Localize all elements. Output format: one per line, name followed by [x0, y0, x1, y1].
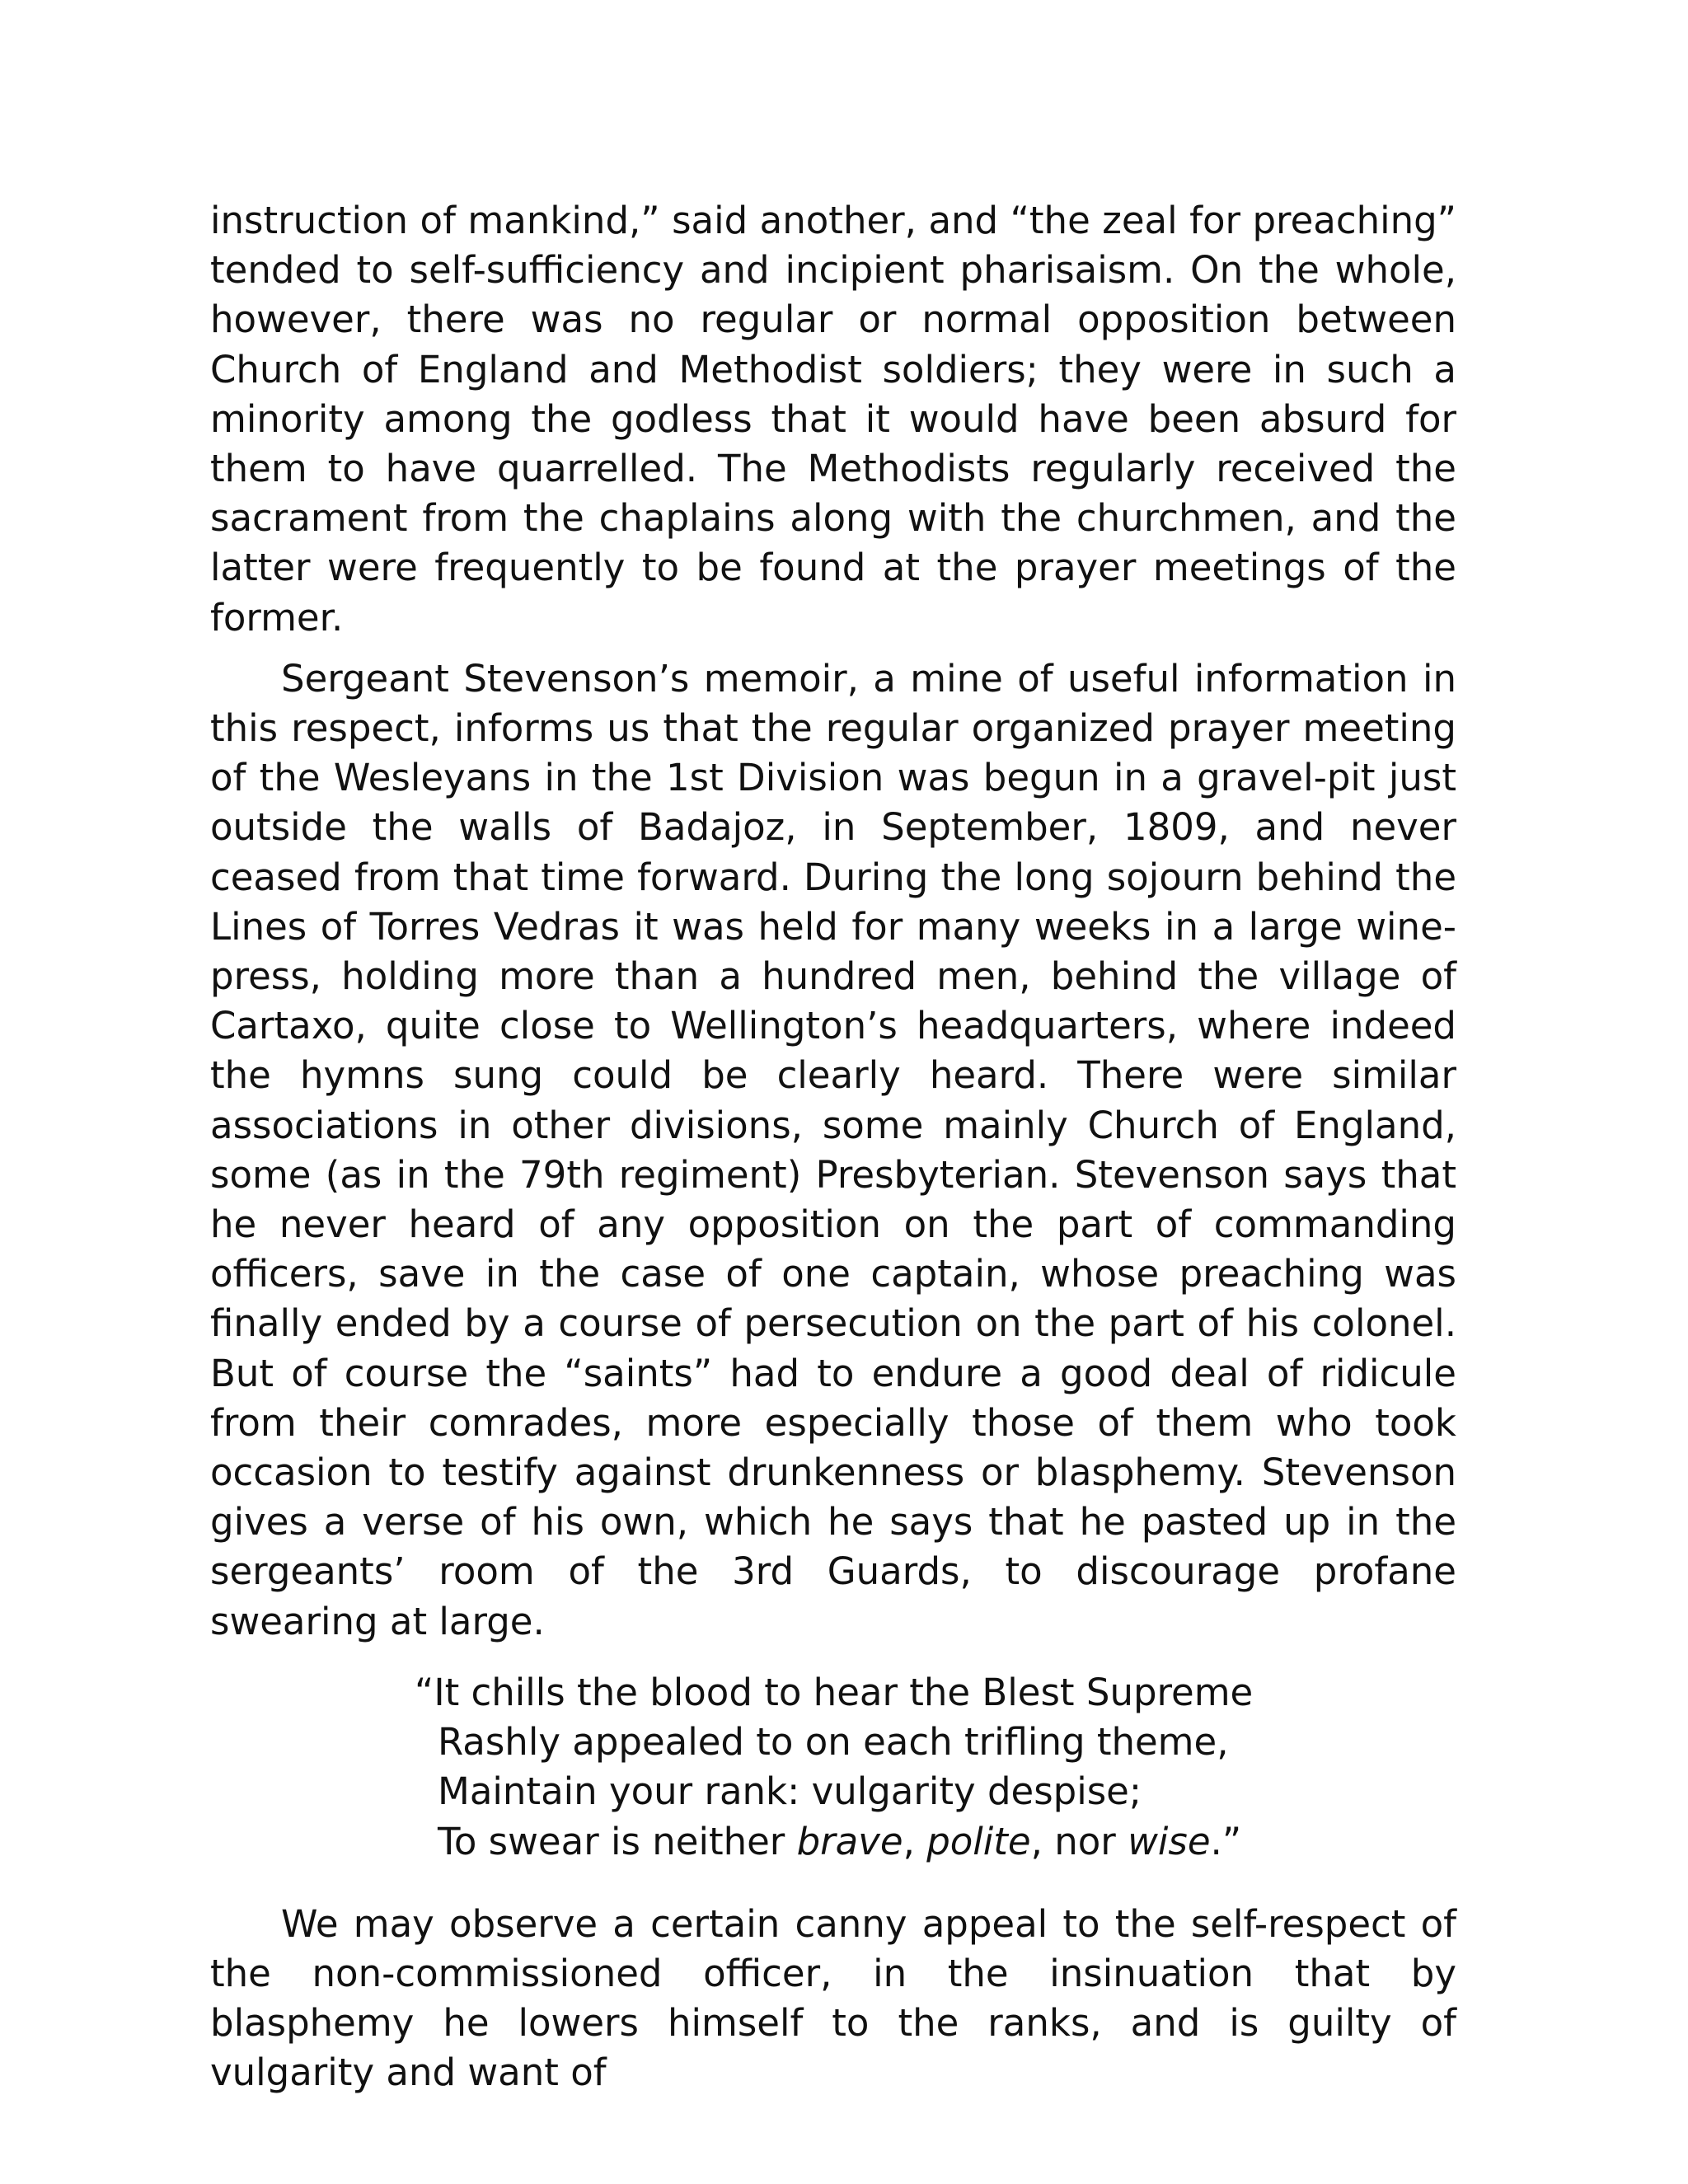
verse-line-4-sep-1: , — [903, 1819, 927, 1863]
paragraph-2: Sergeant Stevenson’s memoir, a mine of useful information in this respect, informs us that the regular organized prayer meeting of the Wesleyans in the 1st Division was begun in a gravel-pit just outside the walls of Badajoz, in September, 1809, and never ceased from that time forward. During the long sojourn behind the Lines of Torres Vedras it was held for many weeks in a large wine-press, holding more than a hundred men, behind the village of Cartaxo, quite close to Wellington’s headquarters, where indeed the hymns sung could be clearly heard. There were similar associations in other divisions, some mainly Church of England, some (as in the 79th regiment) Presbyterian. Stevenson says that he never heard of any opposition on the part of commanding officers, save in the case of one captain, whose preaching was finally ended by a course of persecution on the part of his colonel. But of course the “saints” had to endure a good deal of ridicule from their comrades, more especially those of them who took occasion to testify against drunkenness or blasphemy. Stevenson gives a verse of his own, which he says that he pasted up in the sergeants’ room of the 3rd Guards, to discourage profane swearing at large. — [210, 656, 1456, 1643]
verse-quote — [210, 1668, 1456, 1867]
paragraph-3: We may observe a certain canny appeal to the self-respect of the non-commissioned officer, in the insinuation that by blasphemy he lowers himself to the ranks, and is guilty of vulgarity and want of — [210, 1901, 1456, 2095]
verse-word-wise: wise — [1128, 1819, 1211, 1863]
verse-line-4-prefix: To swear is neither — [438, 1819, 797, 1863]
verse-line-1: “It chills the blood to hear the Blest Supreme — [415, 1670, 1254, 1714]
verse-line-4-suffix: .” — [1210, 1819, 1242, 1863]
paragraph-1: instruction of mankind,” said another, and “the zeal for preaching” tended to self-sufficiency and incipient pharisaism. On the whole, however, there was no regular or normal opposition between Church of England and Methodist soldiers; they were in such a minority among the godless that it would have been absurd for them to have quarrelled. The Methodists regularly received the sacrament from the chaplains along with the churchmen, and the latter were frequently to be found at the prayer meetings of the former. — [210, 199, 1456, 640]
verse-line-4 — [415, 1817, 1456, 1867]
verse-line-4-sep-2: , nor — [1030, 1819, 1128, 1863]
verse-line-3: Maintain your rank: vulgarity despise; — [438, 1769, 1142, 1814]
verse-line-2: Rashly appealed to on each trifling theme, — [438, 1720, 1229, 1765]
body-text — [210, 196, 1456, 2098]
verse-word-brave: brave — [796, 1819, 903, 1863]
verse-word-polite: polite — [926, 1819, 1031, 1863]
